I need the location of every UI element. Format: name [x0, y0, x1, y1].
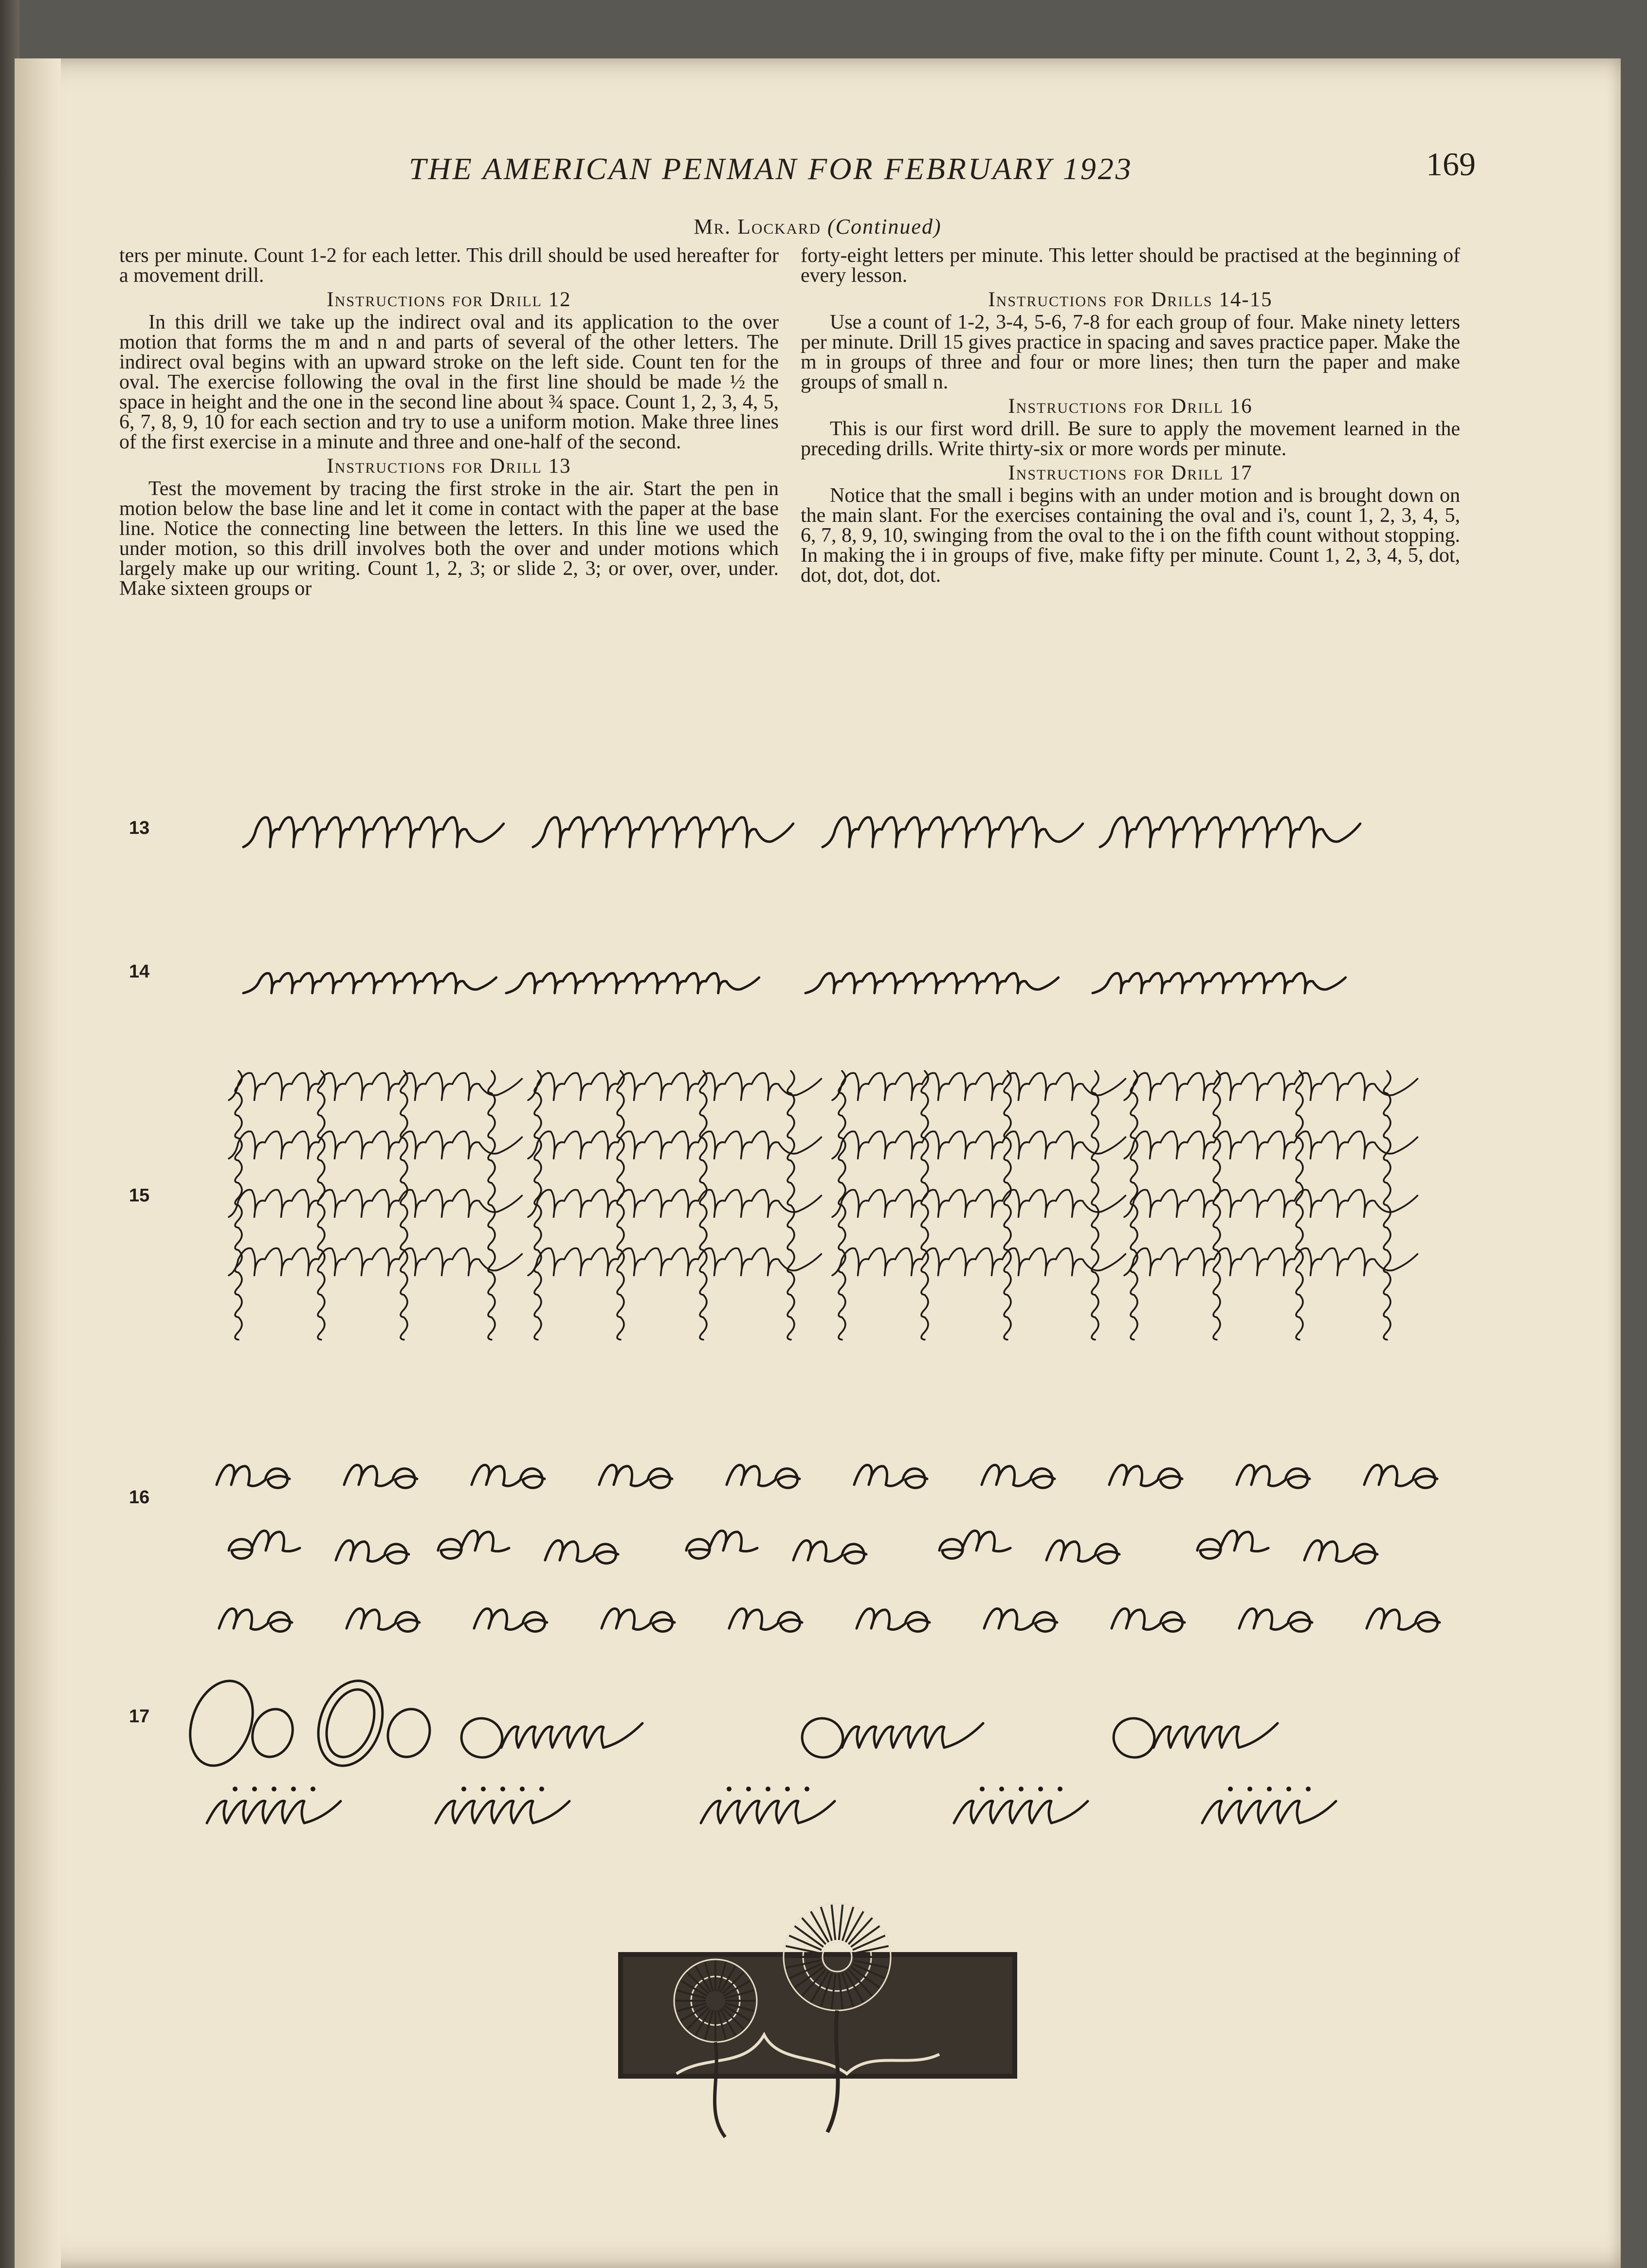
- i-group: [954, 1801, 1088, 1823]
- no-word: [1046, 1541, 1119, 1564]
- n-grid-column: [787, 1071, 794, 1340]
- i-dot: [1286, 1787, 1291, 1791]
- penmanship-drills: [15, 58, 1621, 2268]
- m-grid-row: [229, 1073, 522, 1100]
- no-word: [219, 1609, 292, 1632]
- on-word: [438, 1531, 509, 1559]
- n-script-group: [243, 973, 496, 993]
- i-dot: [539, 1787, 544, 1791]
- paragraph-drill-13: Test the movement by tracing the first stroke in the air. Start the pen in motion below the base line and let it come in contact with the paper at the base line. Notice the connecting line between the letters. In this line we used the under motion, so this drill involves both the over and under motions which largely make up our writing. Count 1, 2, 3; or slide 2, 3; or over, over, under. Make sixteen groups or: [119, 478, 779, 600]
- no-word: [602, 1609, 675, 1632]
- no-word: [344, 1465, 417, 1488]
- no-word: [1367, 1609, 1440, 1632]
- oval-stroke: [457, 1714, 507, 1762]
- drill-label-16: 16: [129, 1487, 150, 1508]
- oval-stroke: [307, 1672, 394, 1775]
- no-word: [217, 1465, 290, 1488]
- i-dot: [233, 1787, 238, 1791]
- no-word: [545, 1541, 618, 1564]
- i-dot: [252, 1787, 257, 1791]
- paragraph-drills-14-15: Use a count of 1-2, 3-4, 5-6, 7-8 for each group of four. Make ninety letters per minute. Drill 15 gives practice in spacing and saves practice paper. Make the m in groups of three and four or more lines; then turn the paper and make groups of small n.: [801, 311, 1460, 393]
- drill-17-script: [179, 1672, 1336, 1823]
- drill-label-17: 17: [129, 1706, 150, 1727]
- n-script-group: [805, 973, 1059, 993]
- i-dot: [461, 1787, 466, 1791]
- heading-drill-12: Instructions for Drill 12: [327, 288, 571, 311]
- no-word: [474, 1609, 547, 1632]
- no-word: [984, 1609, 1057, 1632]
- no-word: [854, 1465, 927, 1488]
- i-dot: [980, 1787, 985, 1791]
- i-dot: [311, 1787, 315, 1791]
- n-grid-column: [488, 1071, 495, 1340]
- paragraph-drill-12: In this drill we take up the indirect oval and its application to the over motion that forms the m and n and parts of several of the other letters. The indirect oval begins with an upward stroke on the left side. Count ten for the oval. The exercise following the oval in the first line should be made ½ the space in height and the one in the second line about ¾ space. Count 1, 2, 3, 4, 5, 6, 7, 8, 9, 10 for each section and try to use a uniform motion. Make three lines of the first exercise in a minute and three and one-half of the second.: [119, 311, 779, 453]
- magazine-page: [15, 58, 1621, 2268]
- no-word: [727, 1465, 800, 1488]
- i-dot: [500, 1787, 505, 1791]
- m-grid-row: [528, 1248, 822, 1275]
- no-word: [857, 1609, 930, 1632]
- m-grid-row: [229, 1190, 522, 1217]
- no-word: [347, 1609, 420, 1632]
- oval-stroke: [798, 1714, 847, 1762]
- heading-drill-16: Instructions for Drill 16: [1008, 395, 1253, 418]
- i-dot: [520, 1787, 525, 1791]
- i-group: [436, 1801, 569, 1823]
- n-grid-column: [1004, 1071, 1011, 1340]
- paragraph-drill-16: This is our first word drill. Be sure to apply the movement learned in the preceding drills. Write thirty-six or more words per minute.: [801, 418, 1460, 460]
- on-word: [1197, 1531, 1268, 1559]
- m-grid-row: [832, 1073, 1126, 1100]
- paragraph-drill-17: Notice that the small i begins with an under motion and is brought down on the main slant. For the exercises containing the oval and i's, count 1, 2, 3, 4, 5, 6, 7, 8, 9, 10, swinging from the oval to the i on the fifth count without stopping. In making the i in groups of five, make fifty per minute. Count 1, 2, 3, 4, 5, dot, dot, dot, dot, dot.: [801, 484, 1460, 587]
- author-name: Mr. Lockard: [694, 215, 821, 239]
- no-word: [599, 1465, 672, 1488]
- right-intro-paragraph: forty-eight letters per minute. This letter should be practised at the beginning of every lesson.: [801, 244, 1460, 287]
- m-grid-row: [832, 1190, 1126, 1217]
- m-script-group: [533, 817, 793, 847]
- running-head: THE AMERICAN PENMAN FOR FEBRUARY 1923: [409, 151, 1133, 186]
- drill-label-13: 13: [129, 818, 150, 838]
- no-word: [472, 1465, 545, 1488]
- i-dot: [291, 1787, 296, 1791]
- m-grid-row: [832, 1248, 1126, 1275]
- m-grid-row: [1124, 1190, 1418, 1217]
- m-grid-row: [1124, 1131, 1418, 1159]
- i-dot: [1228, 1787, 1233, 1791]
- no-word: [729, 1609, 802, 1632]
- no-word: [1109, 1465, 1182, 1488]
- m-grid-row: [229, 1248, 522, 1275]
- i-group: [207, 1801, 341, 1823]
- continued-note: (Continued): [827, 215, 942, 239]
- drill-label-14: 14: [129, 961, 150, 982]
- n-grid-column: [1092, 1071, 1098, 1340]
- drill-13-script: [243, 817, 1360, 847]
- m-script-group: [823, 817, 1083, 847]
- i-dot: [1058, 1787, 1062, 1791]
- no-word: [982, 1465, 1055, 1488]
- no-word: [793, 1541, 866, 1564]
- n-grid-column: [1384, 1071, 1391, 1340]
- n-grid-column: [1131, 1071, 1137, 1340]
- drill-16-script: [217, 1465, 1440, 1632]
- n-grid-column: [839, 1071, 845, 1340]
- m-grid-row: [832, 1131, 1126, 1159]
- drill-15-grid: [229, 1071, 1418, 1340]
- left-intro-paragraph: ters per minute. Count 1-2 for each letter. This drill should be used hereafter for a movement drill.: [119, 244, 779, 287]
- i-dot: [481, 1787, 486, 1791]
- i-dot: [1306, 1787, 1311, 1791]
- m-script-group: [1100, 817, 1360, 847]
- m-grid-row: [229, 1131, 522, 1159]
- drill-label-15: 15: [129, 1185, 150, 1206]
- heading-drill-17: Instructions for Drill 17: [1008, 461, 1253, 484]
- i-dot: [727, 1787, 732, 1791]
- page-number: 169: [1426, 146, 1476, 183]
- i-dot: [1247, 1787, 1252, 1791]
- m-grid-row: [1124, 1248, 1418, 1275]
- oval-i-group: [501, 1723, 642, 1748]
- heading-drills-14-15: Instructions for Drills 14-15: [988, 288, 1273, 311]
- n-script-group: [506, 973, 759, 993]
- oval-stroke: [381, 1703, 436, 1763]
- drill-14-script: [243, 973, 1346, 993]
- m-grid-row: [528, 1131, 822, 1159]
- oval-stroke: [179, 1672, 264, 1774]
- n-grid-column: [534, 1071, 541, 1340]
- n-grid-column: [617, 1071, 624, 1340]
- i-dot: [746, 1787, 751, 1791]
- n-script-group: [1093, 973, 1346, 993]
- no-word: [1304, 1541, 1377, 1564]
- i-dot: [1267, 1787, 1272, 1791]
- on-word: [229, 1531, 300, 1559]
- m-grid-row: [528, 1073, 822, 1100]
- oval-stroke: [1109, 1714, 1159, 1762]
- no-word: [1112, 1609, 1185, 1632]
- n-grid-column: [318, 1071, 325, 1340]
- i-dot: [785, 1787, 790, 1791]
- on-word: [686, 1531, 757, 1559]
- m-grid-row: [528, 1190, 822, 1217]
- i-group: [701, 1801, 835, 1823]
- oval-stroke: [318, 1683, 383, 1764]
- i-dot: [1038, 1787, 1043, 1791]
- oval-i-group: [1153, 1723, 1278, 1748]
- no-word: [336, 1541, 409, 1564]
- heading-drill-13: Instructions for Drill 13: [327, 455, 571, 478]
- n-grid-column: [401, 1071, 407, 1340]
- n-grid-column: [235, 1071, 242, 1340]
- oval-i-group: [842, 1723, 983, 1748]
- on-word: [939, 1531, 1010, 1559]
- n-grid-column: [1213, 1071, 1220, 1340]
- i-group: [1202, 1801, 1336, 1823]
- n-grid-column: [921, 1071, 928, 1340]
- n-grid-column: [700, 1071, 707, 1340]
- i-dot: [272, 1787, 276, 1791]
- i-dot: [999, 1787, 1004, 1791]
- i-dot: [766, 1787, 770, 1791]
- m-script-group: [243, 817, 504, 847]
- i-dot: [805, 1787, 809, 1791]
- n-grid-column: [1296, 1071, 1303, 1340]
- no-word: [1239, 1609, 1312, 1632]
- m-grid-row: [1124, 1073, 1418, 1100]
- no-word: [1237, 1465, 1310, 1488]
- no-word: [1364, 1465, 1437, 1488]
- dandelion-icon: [618, 1903, 1017, 2137]
- i-dot: [1019, 1787, 1024, 1791]
